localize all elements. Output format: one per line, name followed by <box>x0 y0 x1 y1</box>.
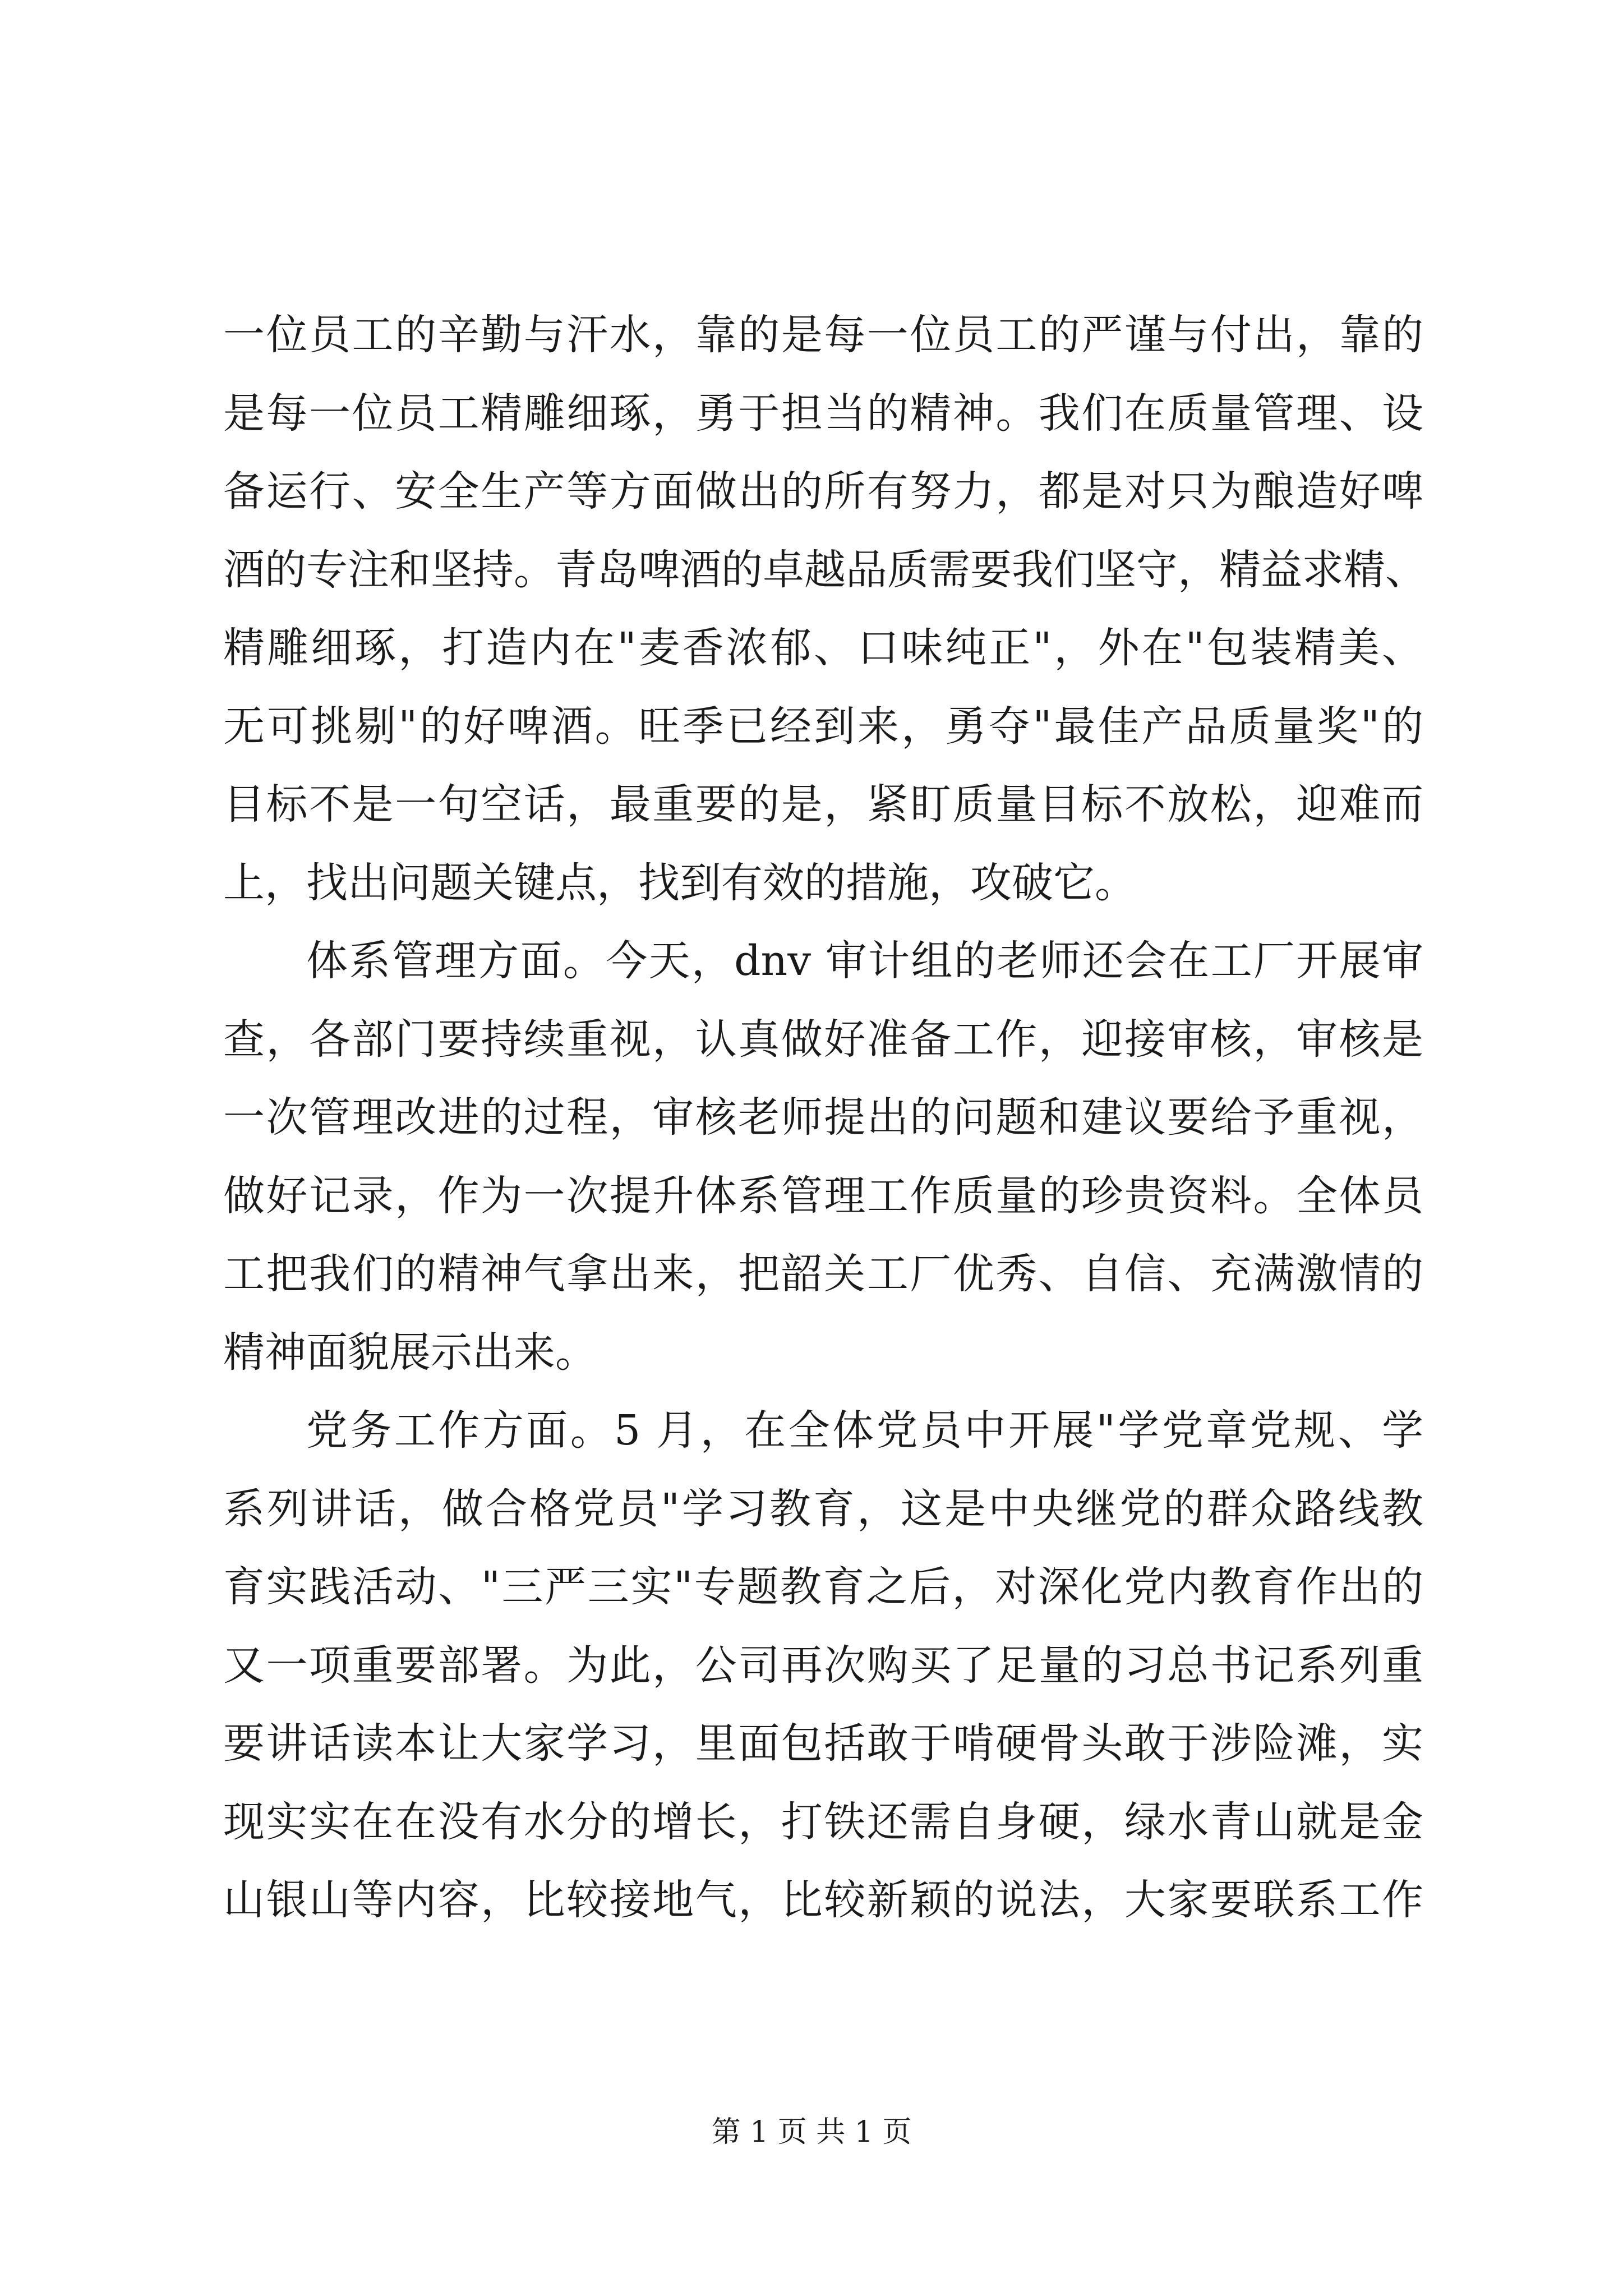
text-line: 目标不是一句空话，最重要的是，紧盯质量目标不放松，迎难而 <box>223 780 1423 829</box>
text-line: 一次管理改进的过程，审核老师提出的问题和建议要给予重视， <box>223 1093 1423 1142</box>
text-line: 酒的专注和坚持。青岛啤酒的卓越品质需要我们坚守，精益求精、 <box>223 545 1427 594</box>
paragraph-start-line: 党务工作方面。5 月，在全体党员中开展"学党章党规、学 <box>306 1406 1423 1455</box>
text-line: 又一项重要部署。为此，公司再次购买了足量的习总书记系列重 <box>223 1641 1423 1690</box>
text-line: 育实践活动、"三严三实"专题教育之后，对深化党内教育作出的 <box>223 1563 1423 1611</box>
text-line: 系列讲话，做合格党员"学习教育，这是中央继党的群众路线教 <box>223 1484 1423 1533</box>
text-line: 精神面貌展示出来。 <box>223 1328 597 1377</box>
text-line: 工把我们的精神气拿出来，把韶关工厂优秀、自信、充满激情的 <box>223 1250 1423 1298</box>
text-line: 精雕细琢，打造内在"麦香浓郁、口味纯正"，外在"包装精美、 <box>223 624 1423 672</box>
text-line: 无可挑剔"的好啤酒。旺季已经到来，勇夺"最佳产品质量奖"的 <box>223 702 1423 751</box>
text-line: 做好记录，作为一次提升体系管理工作质量的珍贵资料。全体员 <box>223 1171 1423 1220</box>
text-line: 要讲话读本让大家学习，里面包括敢于啃硬骨头敢于涉险滩，实 <box>223 1719 1423 1768</box>
text-line: 查，各部门要持续重视，认真做好准备工作，迎接审核，审核是 <box>223 1015 1423 1064</box>
text-line: 现实实在在没有水分的增长，打铁还需自身硬，绿水青山就是金 <box>223 1797 1423 1846</box>
text-line: 上，找出问题关键点，找到有效的措施，攻破它。 <box>223 858 1136 907</box>
text-line: 备运行、安全生产等方面做出的所有努力，都是对只为酿造好啤 <box>223 467 1423 516</box>
text-line: 一位员工的辛勤与汗水，靠的是每一位员工的严谨与付出，靠的 <box>223 311 1423 359</box>
document-body <box>223 296 1427 1940</box>
text-line: 是每一位员工精雕细琢，勇于担当的精神。我们在质量管理、设 <box>223 389 1423 438</box>
paragraph-start-line: 体系管理方面。今天，dnv 审计组的老师还会在工厂开展审 <box>306 937 1423 985</box>
page-number-footer: 第 1 页 共 1 页 <box>711 2115 912 2149</box>
text-line: 山银山等内容，比较接地气，比较新颖的说法，大家要联系工作 <box>223 1876 1423 1924</box>
